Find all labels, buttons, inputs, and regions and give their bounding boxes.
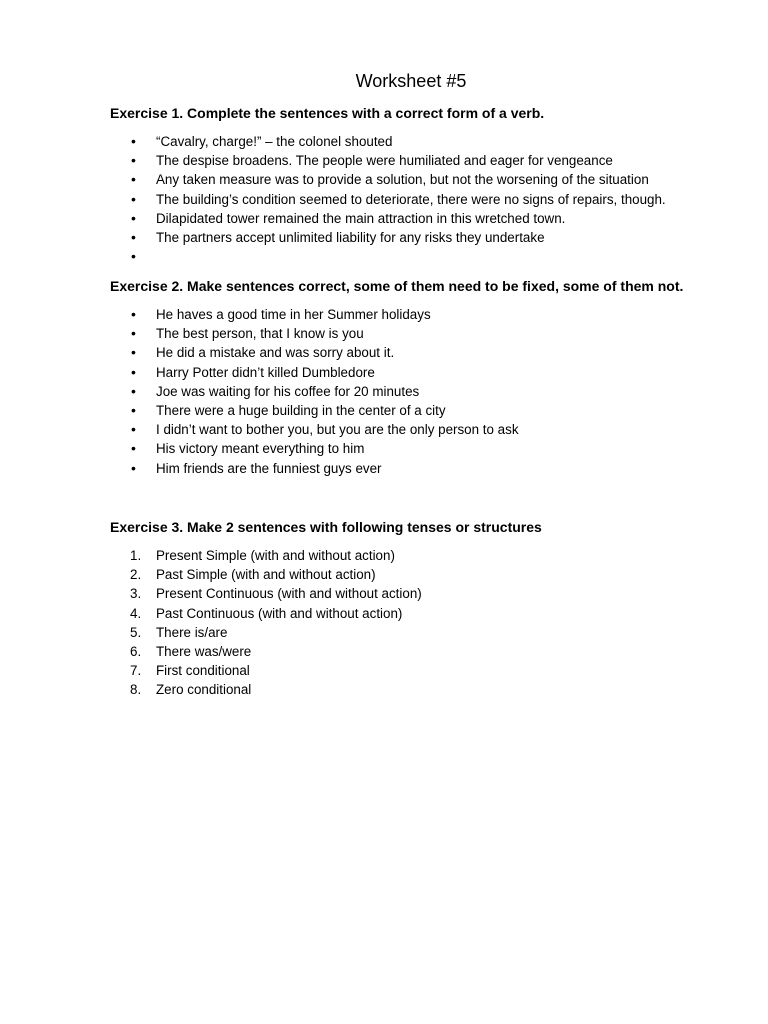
bullet-icon: • xyxy=(131,325,136,342)
list-item xyxy=(110,324,519,343)
list-item xyxy=(110,439,519,458)
list-item-text: There is/are xyxy=(156,624,228,640)
list-item xyxy=(110,132,666,151)
bullet-icon: • xyxy=(131,306,136,322)
list-item-text: I didn’t want to bother you, but you are the only person to ask xyxy=(156,422,519,438)
list-number: 8. xyxy=(130,682,142,698)
list-number: 2. xyxy=(130,567,142,583)
list-item xyxy=(110,363,519,382)
bullet-icon: • xyxy=(131,171,136,188)
list-item-text: Dilapidated tower remained the main attraction in this wretched town. xyxy=(156,210,566,226)
list-item xyxy=(110,247,666,266)
list-item-text: There were a huge building in the center of a city xyxy=(156,402,446,418)
bullet-icon: • xyxy=(131,421,136,438)
list-item xyxy=(110,382,519,401)
list-item xyxy=(110,680,422,699)
list-item-text: Joe was waiting for his coffee for 20 minutes xyxy=(156,383,420,399)
list-item-text: First conditional xyxy=(156,663,250,679)
list-item-text: The despise broadens. The people were humiliated and eager for vengeance xyxy=(156,153,613,169)
bullet-icon: • xyxy=(131,344,136,361)
list-number: 1. xyxy=(130,548,142,563)
bullet-icon: • xyxy=(131,133,136,149)
list-number: 3. xyxy=(130,586,142,602)
list-item-text: Past Simple (with and without action) xyxy=(156,567,376,583)
list-item-text: Present Continuous (with and without action) xyxy=(156,586,422,602)
list-item xyxy=(110,228,666,247)
list-item xyxy=(110,343,519,362)
list-item xyxy=(110,151,666,170)
bullet-icon: • xyxy=(131,382,136,399)
list-item xyxy=(110,209,666,228)
list-number: 5. xyxy=(130,624,142,640)
exercise-3-heading: Exercise 3. Make 2 sentences with following tenses or structures xyxy=(110,519,542,535)
list-item-text: He did a mistake and was sorry about it. xyxy=(156,345,395,361)
list-item-text: Zero conditional xyxy=(156,682,252,698)
bullet-icon: • xyxy=(131,152,136,169)
page-title: Worksheet #5 xyxy=(355,71,467,91)
list-item-text: There was/were xyxy=(156,643,252,659)
list-item-text: The partners accept unlimited liability for any risks they undertake xyxy=(156,229,545,245)
list-item xyxy=(110,401,519,420)
list-item xyxy=(110,190,666,209)
list-number: 7. xyxy=(130,663,142,679)
list-item xyxy=(110,623,422,642)
list-item xyxy=(110,170,666,189)
bullet-icon: • xyxy=(131,440,136,457)
list-item-text: Him friends are the funniest guys ever xyxy=(156,460,382,476)
list-number: 6. xyxy=(130,643,142,659)
bullet-icon: • xyxy=(131,363,136,380)
list-item xyxy=(110,459,519,478)
list-item-text: Past Continuous (with and without action) xyxy=(156,605,403,621)
list-item-text: He haves a good time in her Summer holidays xyxy=(156,307,431,322)
list-item-text: The best person, that I know is you xyxy=(156,326,364,342)
list-item xyxy=(110,661,422,680)
list-item-text: “Cavalry, charge!” – the colonel shouted xyxy=(156,134,393,149)
exercise-3-list xyxy=(110,546,422,700)
list-item xyxy=(110,305,519,324)
exercise-2-heading: Exercise 2. Make sentences correct, some of them need to be fixed, some of them not. xyxy=(110,278,684,294)
list-item xyxy=(110,642,422,661)
bullet-icon: • xyxy=(131,248,136,265)
list-item xyxy=(110,584,422,603)
list-item-text: The building’s condition seemed to deteriorate, there were no signs of repairs, though. xyxy=(156,191,666,207)
list-item-text: Any taken measure was to provide a solution, but not the worsening of the situation xyxy=(156,172,649,188)
list-number: 4. xyxy=(130,605,142,621)
bullet-icon: • xyxy=(131,228,136,245)
list-item xyxy=(110,546,422,565)
exercise-2-list xyxy=(110,305,519,478)
bullet-icon: • xyxy=(131,190,136,207)
exercise-1-list xyxy=(110,132,666,266)
exercise-1-heading: Exercise 1. Complete the sentences with a correct form of a verb. xyxy=(110,105,545,121)
list-item-text: Harry Potter didn’t killed Dumbledore xyxy=(156,364,375,380)
list-item-text: Present Simple (with and without action) xyxy=(156,548,395,563)
bullet-icon: • xyxy=(131,459,136,476)
bullet-icon: • xyxy=(131,401,136,418)
list-item xyxy=(110,420,519,439)
list-item xyxy=(110,604,422,623)
list-item-text: His victory meant everything to him xyxy=(156,441,365,457)
bullet-icon: • xyxy=(131,209,136,226)
list-item xyxy=(110,565,422,584)
